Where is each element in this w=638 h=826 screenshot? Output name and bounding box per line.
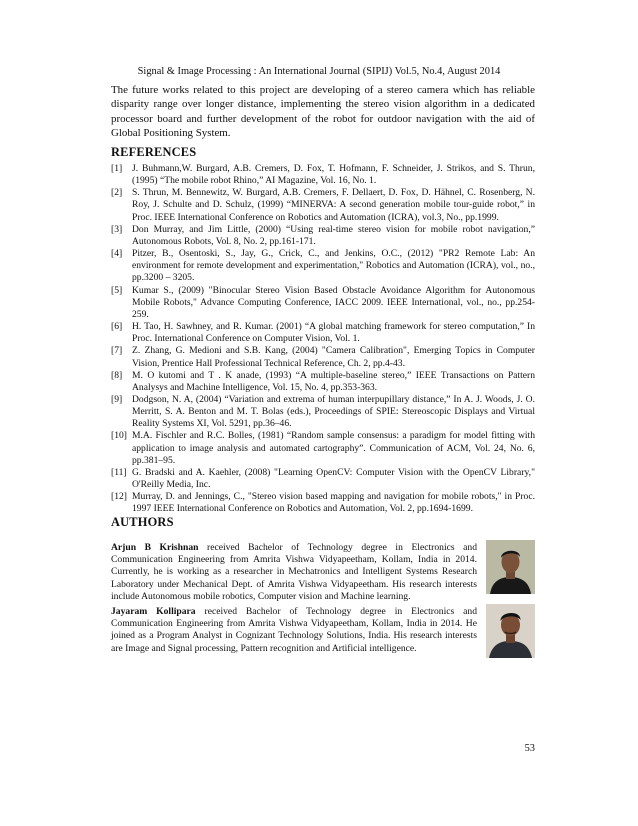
reference-number: [3] bbox=[111, 223, 123, 235]
reference-item bbox=[111, 430, 535, 466]
reference-number: [8] bbox=[111, 369, 123, 381]
reference-number: [4] bbox=[111, 248, 123, 260]
reference-number: [11] bbox=[111, 466, 127, 478]
reference-item bbox=[111, 345, 535, 369]
author-bio-text: received Bachelor of Technology degree in Electronics and Communication Engineering from Amrita Vishwa Vidyapeetham, Kollam, India in 2014. Currently, he is working as a researcher in Mechatronics and Intelligent Systems Research Laboratory under Mechanical Dept. of Amrita Vishwa Vidyapeetham. His research interests include Autonomous mobile robotics, Computer vision and Machine learning. bbox=[111, 542, 478, 602]
author-photo bbox=[486, 604, 535, 658]
reference-number: [5] bbox=[111, 284, 123, 296]
reference-text: H. Tao, H. Sawhney, and R. Kumar. (2001) “A global matching framework for stereo computation,” In Proc. International Conference on Computer Vision, Vol. 1. bbox=[132, 321, 535, 345]
author-portrait-icon bbox=[486, 540, 535, 594]
authors-heading: AUTHORS bbox=[111, 515, 174, 529]
running-head: Signal & Image Processing : An International Journal (SIPIJ) Vol.5, No.4, August 2014 bbox=[137, 66, 501, 77]
intro-paragraph: The future works related to this project are developing of a stereo camera which has reliable disparity range over longer distance, implementing the stereo vision algorithm in a dedicated processor board and further development of the robot for outdoor navigation with the aid of Global Positioning System. bbox=[111, 84, 535, 140]
reference-text: Z. Zhang, G. Medioni and S.B. Kang, (2004) "Camera Calibration", Emerging Topics in Computer Vision, Prentice Hall Professional Technical Reference, Ch. 2, pp.4-43. bbox=[132, 345, 535, 369]
reference-item bbox=[111, 163, 535, 187]
author-name: Arjun B Krishnan bbox=[111, 542, 199, 553]
reference-item bbox=[111, 285, 535, 321]
author-photo bbox=[486, 540, 535, 594]
reference-item bbox=[111, 370, 535, 394]
author-bio-text: received Bachelor of Technology degree in Electronics and Communication Engineering from Amrita Vishwa Vidyapeetham, Kollam, India in 2014. He joined as a Program Analyst in Cognizant Technology Solutions, India. His research interests are Image and Signal processing, Pattern recognition and Artificial intelligence. bbox=[111, 606, 477, 654]
reference-item bbox=[111, 187, 535, 223]
reference-number: [2] bbox=[111, 187, 123, 199]
reference-item bbox=[111, 224, 535, 248]
reference-text: S. Thrun, M. Bennewitz, W. Burgard, A.B. Cremers, F. Dellaert, D. Fox, D. Hähnel, C. Rosenberg, N. Roy, J. Schulte and D. Schulz, (1999) “MINERVA: A second generation mobile tour-guide robot,” in Proc. IEEE International Conference on Robotics and Automation (ICRA), vol.3, No., pp.1999. bbox=[132, 187, 535, 223]
reference-number: [9] bbox=[111, 393, 123, 405]
reference-item bbox=[111, 321, 535, 345]
reference-item bbox=[111, 248, 535, 284]
reference-text: Dodgson, N. A, (2004) “Variation and extrema of human interpupillary distance,” In A. J. Woods, J. O. Merritt, S. A. Benton and M. T. Bolas (eds.), Proceedings of SPIE: Stereoscopic Displays and Virtual Reality Systems XI, Vol. 5291, pp.36–46. bbox=[132, 393, 535, 430]
reference-item bbox=[111, 467, 535, 491]
reference-text: Don Murray, and Jim Little, (2000) “Using real-time stereo vision for mobile robot navigation,” Autonomous Robots, Vol. 8, No. 2, pp.161-171. bbox=[132, 223, 535, 247]
reference-text: Pitzer, B., Osentoski, S., Jay, G., Crick, C., and Jenkins, O.C., (2012) "PR2 Remote Lab: An environment for remote development and experimentation," Robotics and Automation (ICRA), vol., no., pp.3200 – 3205. bbox=[132, 248, 535, 284]
author-bio bbox=[111, 542, 477, 603]
page-number: 53 bbox=[524, 743, 535, 754]
author-name: Jayaram Kollipara bbox=[111, 606, 196, 617]
reference-list bbox=[111, 163, 535, 516]
reference-item bbox=[111, 491, 535, 515]
author-portrait-icon bbox=[486, 604, 535, 658]
author-bio bbox=[111, 606, 477, 655]
reference-text: J. Buhmann,W. Burgard, A.B. Cremers, D. Fox, T. Hofmann, F. Schneider, J. Strikos, and S. Thrun, (1995) “The mobile robot Rhino,” AI Magazine, Vol. 16, No. 1. bbox=[132, 163, 535, 187]
reference-text: M. O kutomi and T . K anade, (1993) “A multiple-baseline stereo,” IEEE Transactions on Pattern Analysys and Machine Intelligence, Vol. 15, No. 4, pp.353-363. bbox=[132, 369, 535, 393]
reference-text: G. Bradski and A. Kaehler, (2008) "Learning OpenCV: Computer Vision with the OpenCV Library," O'Reilly Media, Inc. bbox=[132, 466, 535, 491]
reference-number: [1] bbox=[111, 163, 123, 174]
reference-item bbox=[111, 394, 535, 430]
references-heading: REFERENCES bbox=[111, 145, 197, 159]
reference-text: M.A. Fischler and R.C. Bolles, (1981) “Random sample consensus: a paradigm for model fitting with application to image analysis and automated cartography”. Communication of ACM, Vol. 24, No. 6, pp.381–95. bbox=[132, 430, 535, 466]
reference-number: [6] bbox=[111, 321, 123, 333]
reference-number: [10] bbox=[111, 430, 127, 442]
reference-text: Kumar S., (2009) "Binocular Stereo Vision Based Obstacle Avoidance Algorithm for Autonomous Mobile Robots," Advance Computing Conference, IACC 2009. IEEE International, vol., no., pp.254-259. bbox=[132, 284, 535, 320]
reference-number: [7] bbox=[111, 345, 123, 357]
reference-number: [12] bbox=[111, 491, 127, 503]
reference-text: Murray, D. and Jennings, C., "Stereo vision based mapping and navigation for mobile robots," in Proc. 1997 IEEE International Conference on Robotics and Automation, Vol. 2, pp.1694-1699. bbox=[132, 491, 535, 515]
